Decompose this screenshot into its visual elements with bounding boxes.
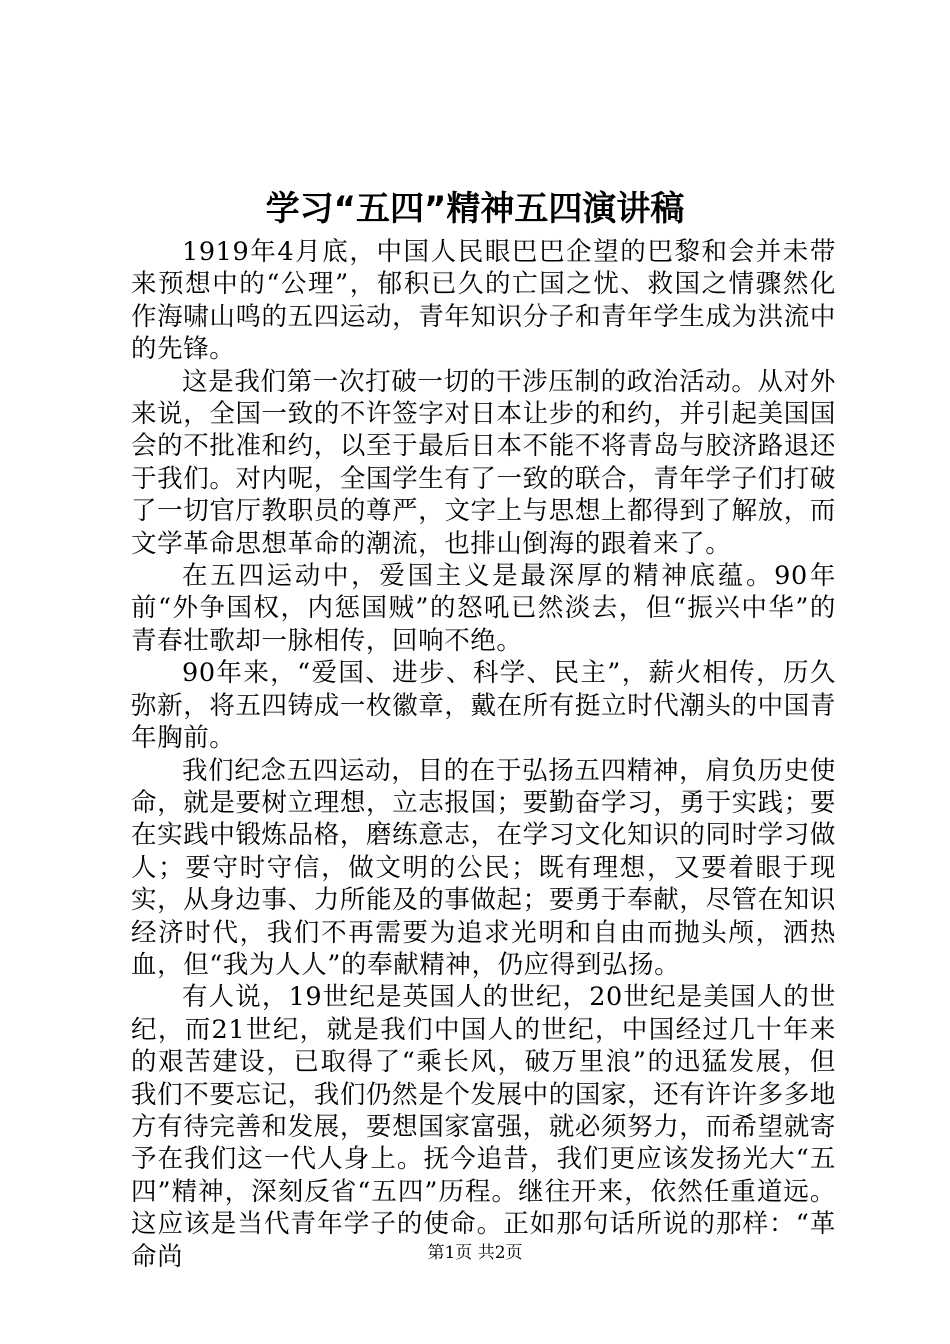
paragraph-2: 这是我们第一次打破一切的干涉压制的政治活动。从对外来说，全国一致的不许签字对日本让步的和约，并引起美国国会的不批准和约，以至于最后日本不能不将青岛与胶济路退还于我们。对内呢，全国学生有了一致的联合，青年学子们打破了一切官厅教职员的尊严，文字上与思想上都得到了解放，而文学革命思想革命的潮流，也排山倒海的跟着来了。 xyxy=(131,366,836,559)
paragraph-3: 在五四运动中，爱国主义是最深厚的精神底蕴。90年前“外争国权，内惩国贼”的怒吼已然淡去，但“振兴中华”的青春壮歌却一脉相传，回响不绝。 xyxy=(131,561,836,656)
paragraph-1: 1919年4月底，中国人民眼巴巴企望的巴黎和会并未带来预想中的“公理”，郁积已久的亡国之忧、救国之情骤然化作海啸山鸣的五四运动，青年知识分子和青年学生成为洪流中的先锋。 xyxy=(131,237,836,365)
page-title: 学习“五四”精神五四演讲稿 xyxy=(265,189,685,229)
document-body xyxy=(131,236,836,1273)
page-footer: 第1页 共2页 xyxy=(427,1243,523,1263)
paragraph-5: 我们纪念五四运动，目的在于弘扬五四精神，肩负历史使命，就是要树立理想，立志报国；要勤奋学习，勇于实践；要在实践中锻炼品格，磨练意志，在学习文化知识的同时学习做人；要守时守信，做文明的公民；既有理想，又要着眼于现实，从身边事、力所能及的事做起；要勇于奉献，尽管在知识经济时代，我们不再需要为追求光明和自由而抛头颅，洒热血，但“我为人人”的奉献精神，仍应得到弘扬。 xyxy=(131,755,836,980)
paragraph-4: 90年来，“爱国、进步、科学、民主”，薪火相传，历久弥新，将五四铸成一枚徽章，戴在所有挺立时代潮头的中国青年胸前。 xyxy=(131,658,836,754)
paragraph-6: 有人说，19世纪是英国人的世纪，20世纪是美国人的世纪，而21世纪，就是我们中国人的世纪，中国经过几十年来的艰苦建设，已取得了“乘长风，破万里浪”的迅猛发展，但我们不要忘记，我们仍然是个发展中的国家，还有许许多多地方有待完善和发展，要想国家富强，就必须努力，而希望就寄予在我们这一代人身上。抚今追昔，我们更应该发扬光大“五四”精神，深刻反省“五四”历程。继往开来，依然任重道远。这应该是当代青年学子的使命。正如那句话所说的那样：“革命尚 xyxy=(131,982,836,1272)
